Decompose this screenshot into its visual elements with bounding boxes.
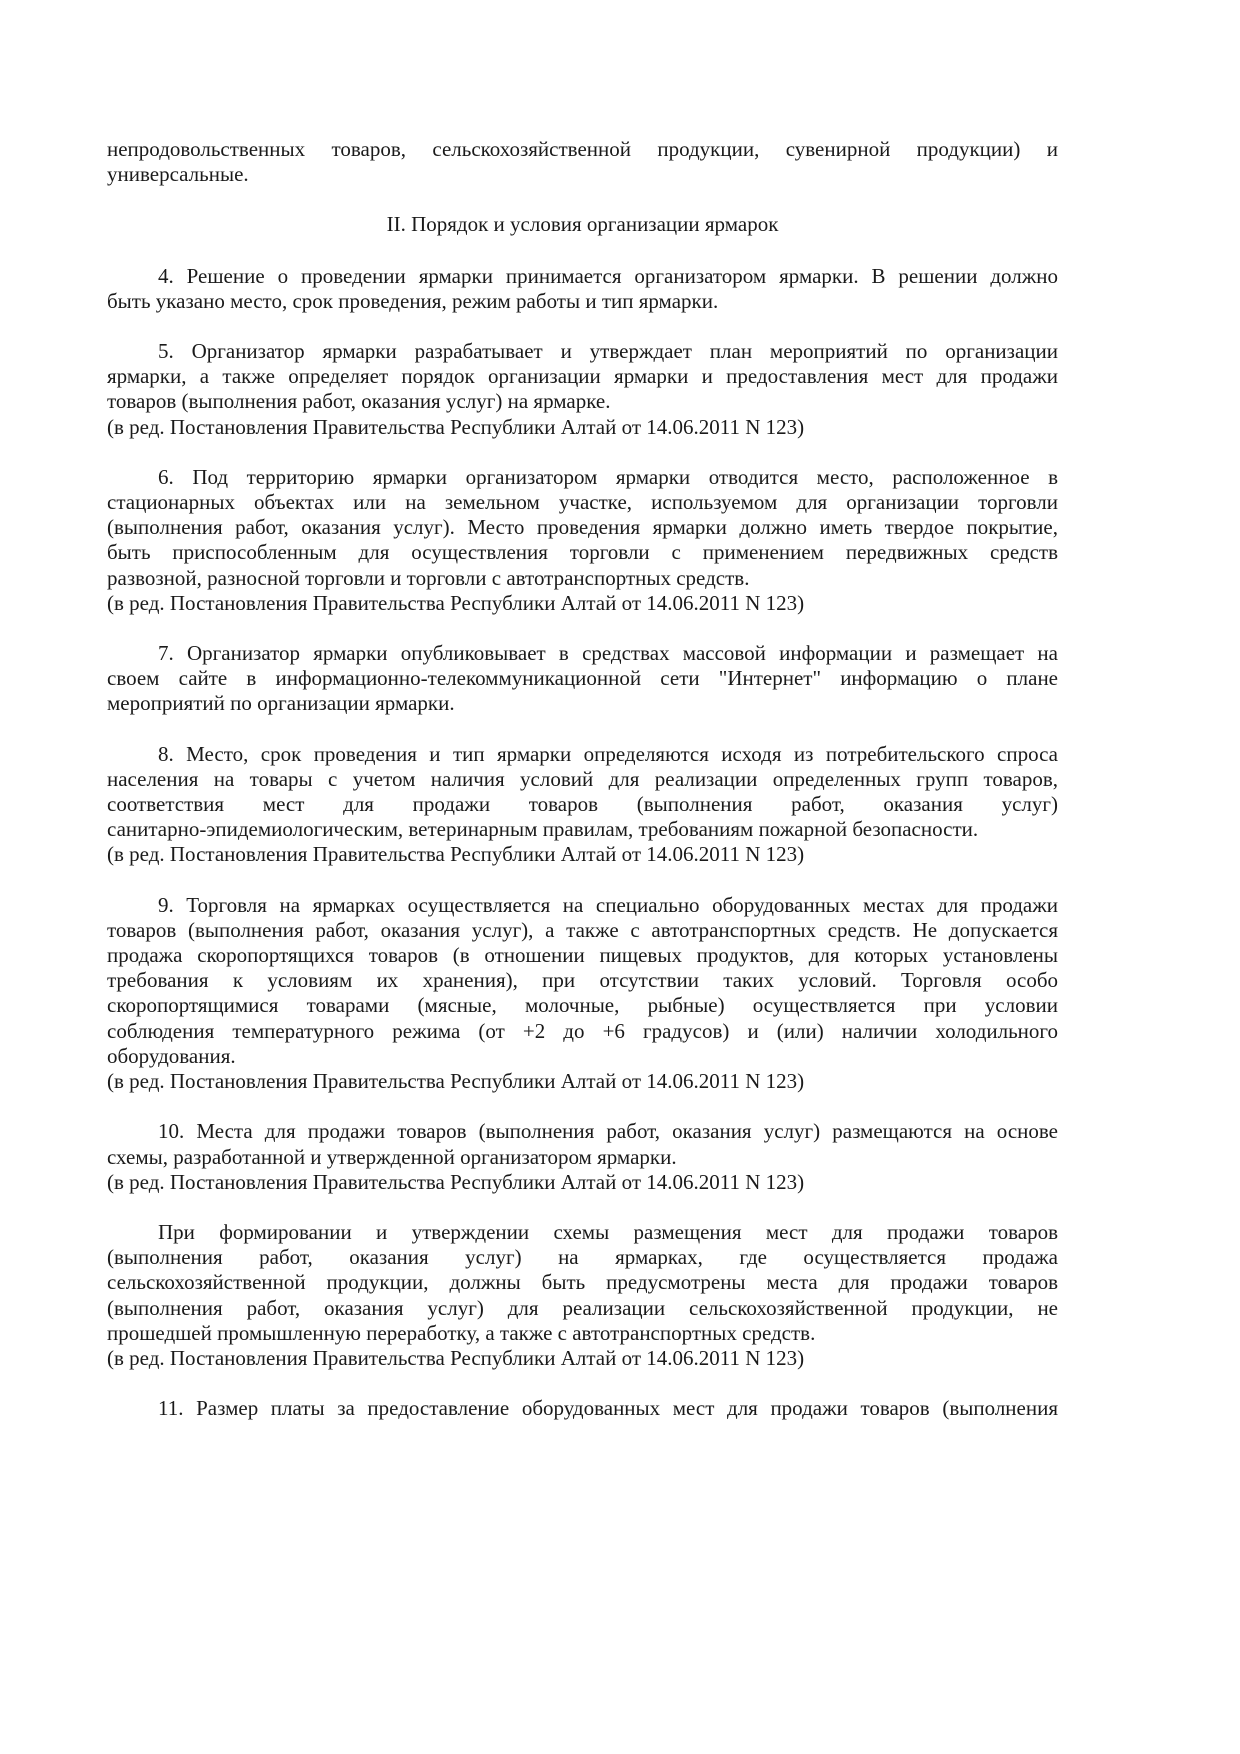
text-line: При формировании и утверждении схемы размещения мест для продажи товаров (158, 1219, 1058, 1244)
text-line: развозной, разносной торговли и торговли с автотранспортных средств. (107, 565, 750, 590)
amendment-note: (в ред. Постановления Правительства Республики Алтай от 14.06.2011 N 123) (107, 590, 805, 615)
text-line: соблюдения температурного режима (от +2 до +6 градусов) и (или) наличии холодильного (107, 1018, 1058, 1043)
document-page (107, 137, 1058, 1446)
text-line: (выполнения работ, оказания услуг) на ярмарках, где осуществляется продажа (107, 1245, 1058, 1270)
text-line: 9. Торговля на ярмарках осуществляется на специально оборудованных местах для продажи (158, 892, 1058, 917)
text-line: (выполнения работ, оказания услуг). Место проведения ярмарки должно иметь твердое покрытие, (107, 515, 1058, 540)
text-line: 4. Решение о проведении ярмарки принимается организатором ярмарки. В решении должно (158, 263, 1058, 288)
text-line: санитарно-эпидемиологическим, ветеринарным правилам, требованиям пожарной безопасности. (107, 817, 979, 842)
text-line: 8. Место, срок проведения и тип ярмарки определяются исходя из потребительского спроса (158, 741, 1058, 766)
text-line: 7. Организатор ярмарки опубликовывает в средствах массовой информации и размещает на (158, 641, 1058, 666)
text-line: (выполнения работ, оказания услуг) для реализации сельскохозяйственной продукции, не (107, 1295, 1058, 1320)
paragraph-4 (107, 264, 1058, 314)
section-heading: II. Порядок и условия организации ярмарок (386, 212, 779, 237)
text-line: населения на товары с учетом наличия условий для реализации определенных групп товаров, (107, 766, 1058, 791)
text-line: схемы, разработанной и утвержденной организатором ярмарки. (107, 1144, 677, 1169)
text-line: стационарных объектах или на земельном участке, используемом для организации торговли (107, 490, 1058, 515)
text-line: ярмарки, а также определяет порядок организации ярмарки и предоставления мест для продажи (107, 364, 1058, 389)
paragraph-9 (107, 893, 1058, 1069)
paragraph-10-continuation (107, 1220, 1058, 1346)
amendment-note: (в ред. Постановления Правительства Республики Алтай от 14.06.2011 N 123) (107, 842, 805, 867)
paragraph-6 (107, 465, 1058, 591)
paragraph-7 (107, 641, 1058, 717)
paragraph-10 (107, 1119, 1058, 1169)
intro-paragraph (107, 137, 1058, 187)
amendment-note: (в ред. Постановления Правительства Республики Алтай от 14.06.2011 N 123) (107, 1069, 805, 1094)
text-line: 10. Места для продажи товаров (выполнения работ, оказания услуг) размещаются на основе (158, 1119, 1058, 1144)
amendment-note: (в ред. Постановления Правительства Республики Алтай от 14.06.2011 N 123) (107, 414, 805, 439)
text-line: своем сайте в информационно-телекоммуникационной сети "Интернет" информацию о плане (107, 666, 1058, 691)
text-line: требования к условиям их хранения), при отсутствии таких условий. Торговля особо (107, 968, 1058, 993)
paragraph-11 (107, 1396, 1058, 1421)
text-line: 6. Под территорию ярмарки организатором ярмарки отводится место, расположенное в (158, 464, 1058, 489)
amendment-note: (в ред. Постановления Правительства Республики Алтай от 14.06.2011 N 123) (107, 1169, 805, 1194)
text-line: универсальные. (107, 162, 249, 187)
paragraph-8 (107, 742, 1058, 843)
text-line: сельскохозяйственной продукции, должны быть предусмотрены места для продажи товаров (107, 1270, 1058, 1295)
text-line: скоропортящимися товарами (мясные, молочные, рыбные) осуществляется при условии (107, 993, 1058, 1018)
text-line: прошедшей промышленную переработку, а также с автотранспортных средств. (107, 1320, 816, 1345)
text-line: товаров (выполнения работ, оказания услуг) на ярмарке. (107, 389, 611, 414)
text-line: быть указано место, срок проведения, режим работы и тип ярмарки. (107, 288, 719, 313)
amendment-note: (в ред. Постановления Правительства Республики Алтай от 14.06.2011 N 123) (107, 1345, 805, 1370)
text-line: 5. Организатор ярмарки разрабатывает и утверждает план мероприятий по организации (158, 339, 1058, 364)
text-line: соответствия мест для продажи товаров (выполнения работ, оказания услуг) (107, 792, 1058, 817)
text-line: мероприятий по организации ярмарки. (107, 691, 455, 716)
text-line: непродовольственных товаров, сельскохозяйственной продукции, сувенирной продукции) и (107, 137, 1058, 161)
text-line: товаров (выполнения работ, оказания услуг), а также с автотранспортных средств. Не допускается (107, 917, 1058, 942)
paragraph-5 (107, 339, 1058, 415)
text-line: быть приспособленным для осуществления торговли с применением передвижных средств (107, 540, 1058, 565)
text-line: оборудования. (107, 1043, 236, 1068)
text-line: продажа скоропортящихся товаров (в отношении пищевых продуктов, для которых установлены (107, 943, 1058, 968)
text-line: 11. Размер платы за предоставление оборудованных мест для продажи товаров (выполнения (158, 1396, 1058, 1421)
